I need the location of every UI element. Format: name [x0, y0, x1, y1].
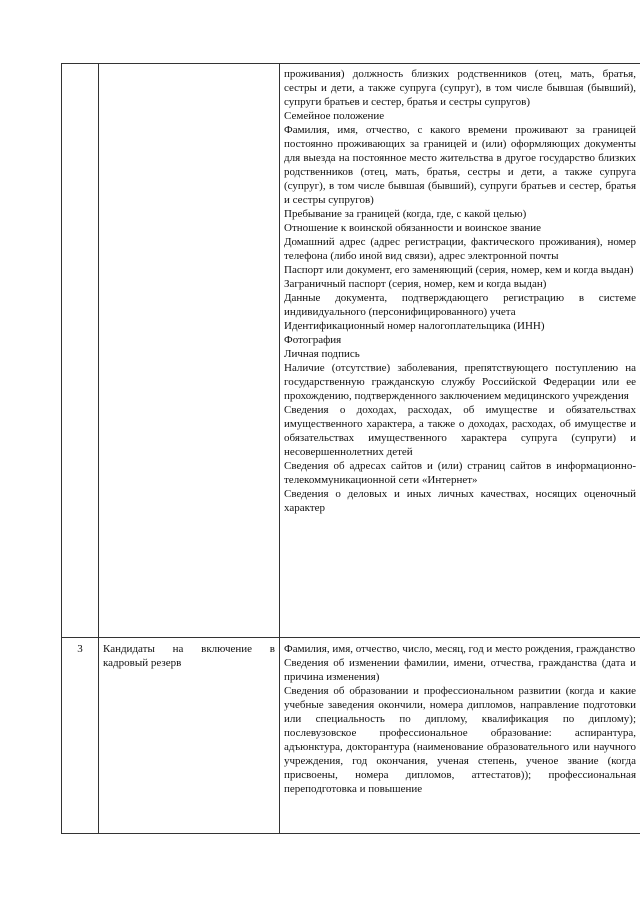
table-row	[62, 638, 640, 834]
list-item: Данные документа, подтверждающего регистрацию в системе индивидуального (персонифицированного) учета	[284, 292, 636, 318]
category-text: Кандидаты на включение в кадровый резерв	[103, 643, 275, 669]
list-item: Фамилия, имя, отчество, с какого времени проживают за границей постоянно проживающих за границей и (или) оформляющих документы для выезда на постоянное место жительства в другое государство близких родственников (отец, мать, братья, сестры и дети, а также супруга (супруг), в том числе бывшая (бывший), супруги братьев и сестер, братья и сестры супругов)	[284, 124, 636, 206]
list-item: Пребывание за границей (когда, где, с какой целью)	[284, 208, 527, 220]
data-list-cell	[280, 638, 640, 834]
list-item: Заграничный паспорт (серия, номер, кем и когда выдан)	[284, 278, 547, 290]
list-item: Наличие (отсутствие) заболевания, препятствующего поступлению на государственную гражданскую службу Российской Федерации или ее прохождению, подтвержденного заключением медицинского учреждения	[284, 362, 636, 402]
list-item: Сведения о доходах, расходах, об имуществе и обязательствах имущественного характера, а также о доходах, расходах, об имуществе и обязательствах имущественного характера супруга (супруги) и несовершеннолетних детей	[284, 404, 636, 458]
list-item: Сведения о деловых и иных личных качествах, носящих оценочный характер	[284, 488, 636, 514]
row-category	[99, 64, 280, 638]
row-number: 3	[62, 638, 99, 834]
table-row	[62, 64, 640, 638]
list-item: Фотография	[284, 334, 342, 346]
row-category	[99, 638, 280, 834]
list-item: Сведения об адресах сайтов и (или) страниц сайтов в информационно-телекоммуникационной сети «Интернет»	[284, 460, 636, 486]
list-item: Паспорт или документ, его заменяющий (серия, номер, кем и когда выдан)	[284, 264, 634, 276]
list-item: Личная подпись	[284, 348, 360, 360]
row-number	[62, 64, 99, 638]
list-item: Фамилия, имя, отчество, число, месяц, год и место рождения, гражданство	[284, 643, 636, 655]
list-item: Сведения об образовании и профессиональном развитии (когда и какие учебные заведения окончили, номера дипломов, направление подготовки или специальность по диплому, квалификация по диплому); послевузовское профессиональное образование: аспирантура, адъюнктура, докторантура (наименование образовательного или научного учреждения, год окончания, ученая степень, ученое звание (когда присвоены, номера дипломов, аттестатов)); профессиональная переподготовка и повышение	[284, 685, 636, 795]
list-item: Отношение к воинской обязанности и воинское звание	[284, 222, 542, 234]
list-item: Домашний адрес (адрес регистрации, фактического проживания), номер телефона (либо иной вид связи), адрес электронной почты	[284, 236, 636, 262]
list-item: Сведения об изменении фамилии, имени, отчества, гражданства (дата и причина изменения)	[284, 657, 636, 683]
data-list-cell	[280, 64, 640, 638]
list-item: Семейное положение	[284, 110, 385, 122]
list-item: проживания) должность близких родственников (отец, мать, братья, сестры и дети, а также супруга (супруг), в том числе бывшая (бывший), супруги братьев и сестер, братья и сестры супругов)	[284, 68, 636, 108]
document-table	[61, 63, 640, 834]
list-item: Идентификационный номер налогоплательщика (ИНН)	[284, 320, 545, 332]
